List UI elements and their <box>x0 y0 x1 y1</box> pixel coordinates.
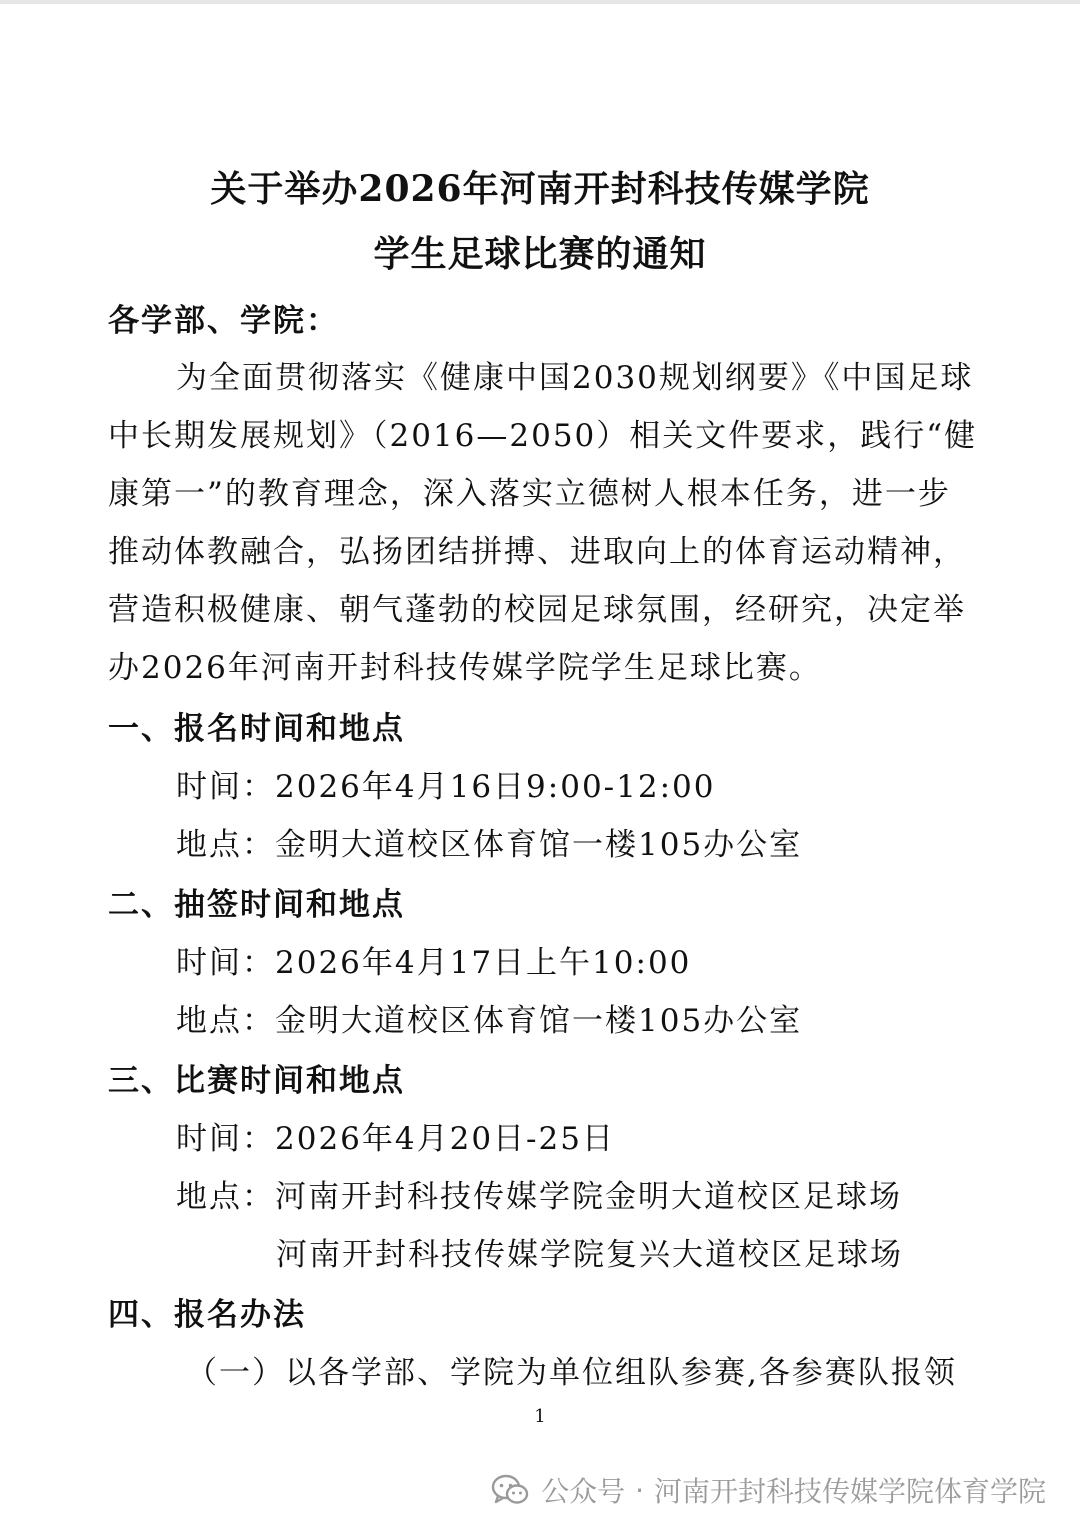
wechat-watermark <box>491 1468 1046 1512</box>
watermark-prefix: 公众号 <box>541 1475 626 1508</box>
salutation: 各学部、学院： <box>108 303 339 339</box>
section-heading: 一、报名时间和地点 <box>108 711 405 747</box>
page-number: 1 <box>534 1406 546 1427</box>
intro-line: 营造积极健康、朝气蓬勃的校园足球氛围，经研究，决定举 <box>108 592 966 628</box>
intro-line: 中长期发展规划》（2016—2050）相关文件要求，践行“健 <box>108 418 978 454</box>
intro-line: 推动体教融合，弘扬团结拼搏、进取向上的体育运动精神， <box>108 534 966 570</box>
section-line: 地点：河南开封科技传媒学院金明大道校区足球场 <box>176 1179 902 1215</box>
section-line: 时间：2026年4月17日上午10:00 <box>176 945 692 981</box>
intro-line: 办2026年河南开封科技传媒学院学生足球比赛。 <box>108 650 822 686</box>
watermark-account: 河南开封科技传媒学院体育学院 <box>653 1475 1046 1508</box>
section-heading: 三、比赛时间和地点 <box>108 1063 405 1099</box>
section-line: 时间：2026年4月20日-25日 <box>176 1121 615 1157</box>
document-title-line-2: 学生足球比赛的通知 <box>373 233 707 275</box>
wechat-icon <box>491 1474 529 1506</box>
intro-line: 康第一”的教育理念，深入落实立德树人根本任务，进一步 <box>108 476 951 512</box>
section-heading: 二、抽签时间和地点 <box>108 887 405 923</box>
section-line: 地点：金明大道校区体育馆一楼105办公室 <box>176 1003 803 1039</box>
section-line: 地点：金明大道校区体育馆一楼105办公室 <box>176 827 803 863</box>
intro-line: 为全面贯彻落实《健康中国2030规划纲要》《中国足球 <box>176 360 974 396</box>
section-heading: 四、报名办法 <box>108 1297 306 1333</box>
document-title-line-1: 关于举办2026年河南开封科技传媒学院 <box>210 168 870 210</box>
section-line: （一）以各学部、学院为单位组队参赛,各参赛队报领 <box>186 1355 957 1391</box>
section-line: 时间：2026年4月16日9:00-12:00 <box>176 769 716 805</box>
section-line: 河南开封科技传媒学院复兴大道校区足球场 <box>276 1237 903 1273</box>
watermark-separator: · <box>635 1473 644 1507</box>
top-border <box>0 0 1080 4</box>
